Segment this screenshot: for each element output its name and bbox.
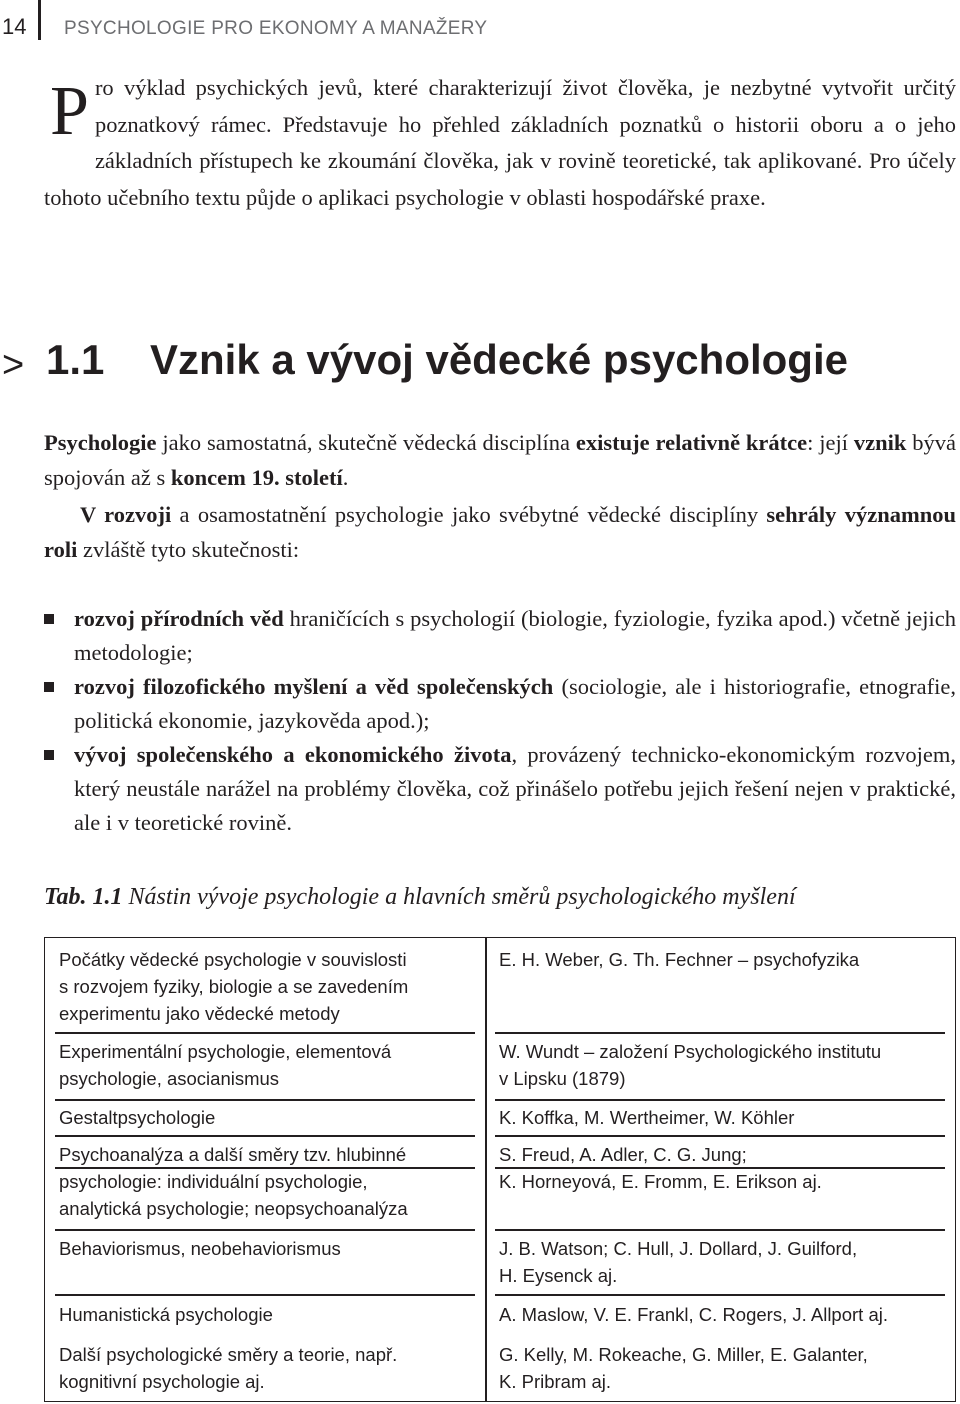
row-separator (55, 1135, 475, 1137)
table-cell-left: s rozvojem fyziky, biologie a se zavedením (59, 976, 409, 997)
bullet-square-icon (44, 750, 54, 760)
table-cell-right: K. Pribram aj. (499, 1371, 612, 1392)
list-item-text: hraničících s psychologií (biologie, fyziologie, fyzika apod.) včetně jejich metodologie; (74, 606, 956, 665)
drop-cap: P (50, 73, 89, 150)
table-cell-left: Experimentální psychologie, elementová (59, 1041, 392, 1062)
table-cell-left: kognitivní psychologie aj. (59, 1371, 265, 1392)
row-separator (55, 1032, 475, 1034)
list-item (44, 670, 956, 738)
row-separator (495, 1032, 945, 1034)
running-title: PSYCHOLOGIE PRO EKONOMY A MANAŽERY (64, 18, 488, 39)
bold-term: vývoj společenského a ekonomického života (74, 742, 512, 767)
paragraph-text: . (342, 465, 349, 490)
table-cell-right: W. Wundt – založení Psychologického institutu (499, 1041, 882, 1062)
intro-paragraph (44, 70, 956, 216)
table-cell-left: psychologie, asocianismus (59, 1068, 280, 1089)
table-cell-right: H. Eysenck aj. (499, 1265, 618, 1286)
table-cell-left: experimentu jako vědecké metody (59, 1003, 340, 1024)
bullet-list (44, 602, 956, 840)
paragraph-text: jako samostatná, skutečně vědecká disciplína (156, 430, 576, 455)
paragraph-text: : její (807, 430, 854, 455)
caption-text: Nástin vývoje psychologie a hlavních směrů psychologického myšlení (122, 884, 796, 910)
bold-term: rozvoj filozofického myšlení a věd společenských (74, 674, 554, 699)
table-cell-left: Humanistická psychologie (59, 1304, 273, 1325)
row-separator (55, 1167, 475, 1169)
table-cell-left: psychologie: individuální psychologie, (59, 1171, 368, 1192)
header-rule (38, 0, 41, 40)
bold-term: Psychologie (44, 430, 157, 455)
table-cell-left: Behaviorismus, neobehaviorismus (59, 1238, 341, 1259)
section-title: Vznik a vývoj vědecké psychologie (150, 336, 848, 383)
page-number: 14 (2, 14, 27, 39)
table-cell-left: analytická psychologie; neopsychoanalýza (59, 1198, 408, 1219)
paragraph-1 (44, 425, 956, 495)
list-item-text: (sociologie, ale i historiografie, etnografie, politická ekonomie, jazykověda apod.); (74, 674, 956, 733)
table-cell-right: G. Kelly, M. Rokeache, G. Miller, E. Galanter, (499, 1344, 868, 1365)
bold-term: vznik (853, 430, 907, 455)
row-separator (495, 1135, 945, 1137)
column-divider (485, 938, 487, 1401)
paragraph-2 (44, 497, 956, 567)
table-cell-right: E. H. Weber, G. Th. Fechner – psychofyzika (499, 949, 860, 970)
table-cell-right: S. Freud, A. Adler, C. G. Jung; (499, 1144, 747, 1165)
page-header (0, 0, 960, 60)
bullet-square-icon (44, 614, 54, 624)
table-cell-left: Další psychologické směry a teorie, např. (59, 1344, 398, 1365)
row-separator (55, 1099, 475, 1101)
table-cell-left: Gestaltpsychologie (59, 1107, 216, 1128)
bullet-square-icon (44, 682, 54, 692)
bold-term: sehrály významnou roli (44, 502, 957, 562)
paragraph-text: zvláště tyto skutečnosti: (77, 537, 300, 562)
list-item-text: , provázený technicko-ekonomickým rozvojem, který neustále narážel na problémy člověka, což přinášelo potřebu jejich řešení nejen v praktické, ale i v teoretické rovině. (74, 742, 956, 835)
table-cell-left: Psychoanalýza a další směry tzv. hlubinné (59, 1144, 407, 1165)
table-cell-right: A. Maslow, V. E. Frankl, C. Rogers, J. Allport aj. (499, 1304, 888, 1325)
table-cell-right: J. B. Watson; C. Hull, J. Dollard, J. Guilford, (499, 1238, 858, 1259)
paragraph-text: bývá spojován až s (44, 430, 956, 490)
row-separator (55, 1294, 475, 1296)
list-item (44, 602, 956, 670)
row-separator (495, 1229, 945, 1231)
bold-term: V rozvoji (80, 502, 172, 527)
table-cell-right: K. Koffka, M. Wertheimer, W. Köhler (499, 1107, 795, 1128)
table-cell-right: K. Horneyová, E. Fromm, E. Erikson aj. (499, 1171, 822, 1192)
history-table (44, 937, 956, 1402)
bold-term: existuje relativně krátce (575, 430, 808, 455)
list-item (44, 738, 956, 840)
row-separator (55, 1229, 475, 1231)
bold-term: rozvoj přírodních věd (74, 606, 284, 631)
section-heading (46, 336, 848, 384)
table-cell-left: Počátky vědecké psychologie v souvislosti (59, 949, 407, 970)
paragraph-text: a osamostatnění psychologie jako svébytné vědecké disciplíny (171, 502, 767, 527)
row-separator (495, 1294, 945, 1296)
section-marker: > (2, 344, 25, 386)
caption-label: Tab. 1.1 (44, 884, 123, 910)
table-cell-right: v Lipsku (1879) (499, 1068, 626, 1089)
row-separator (495, 1167, 945, 1169)
section-number: 1.1 (46, 336, 105, 383)
table-caption (44, 884, 796, 911)
row-separator (495, 1099, 945, 1101)
bold-term: koncem 19. století (170, 465, 343, 490)
intro-text: ro výklad psychických jevů, které charakterizují život člověka, je nezbytné vytvořit určitý poznatkový rámec. Představuje ho přehled základních poznatků o historii oboru a o jeho základních přístupech ke zkoumání člověka, jak v rovině teoretické, tak aplikované. Pro účely tohoto učebního textu půjde o aplikaci psychologie v oblasti hospodářské praxe. (44, 75, 956, 210)
